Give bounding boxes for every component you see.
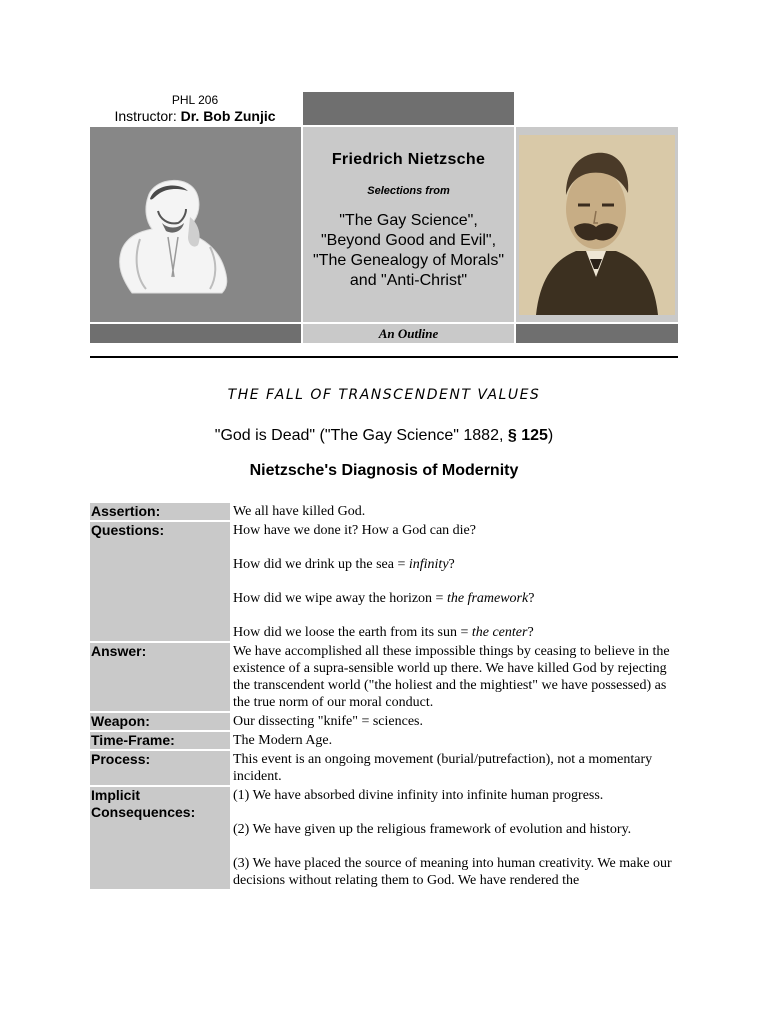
outline-bar-right [516, 324, 678, 343]
question-4: How did we loose the earth from its sun = the center? [233, 625, 534, 640]
consequence-1: (1) We have absorbed divine infinity into infinite human progress. [233, 788, 604, 803]
thinking-portrait-panel [90, 127, 301, 322]
god-line-prefix: "God is Dead" ("The Gay Science" 1882, [214, 427, 508, 444]
instructor-name: Dr. Bob Zunjic [180, 108, 276, 124]
table-row [90, 522, 680, 641]
table-row [90, 732, 680, 749]
course-code: PHL 206 [171, 93, 219, 107]
god-is-dead-line [90, 427, 678, 445]
work-title: "Beyond Good and Evil", [320, 232, 497, 249]
instructor-label: Instructor: [114, 108, 181, 124]
row-label: Answer: [90, 643, 230, 711]
section-title: THE FALL OF TRANSCENDENT VALUES [227, 387, 541, 403]
work-title: and "Anti-Christ" [349, 272, 468, 289]
row-value: We have accomplished all these impossible things by ceasing to believe in the existence of a supra-sensible world up there. We have killed God by rejecting the transcendent world ("the holiest and the mightiest" we have possessed) as the true norm of our moral conduct. [233, 644, 670, 710]
portrait-panel [516, 127, 678, 322]
work-title: "The Gay Science", [339, 212, 478, 229]
question-3: How did we wipe away the horizon = the framework? [233, 591, 535, 606]
table-row [90, 751, 680, 785]
consequence-3: (3) We have placed the source of meaning into human creativity. We make our decisions without relating them to God. We have rendered the [233, 856, 672, 888]
instructor-line [90, 107, 300, 125]
title-panel [303, 127, 514, 322]
header-top-bar [303, 92, 514, 125]
works-list [303, 211, 514, 291]
diagnosis-heading: Nietzsche's Diagnosis of Modernity [249, 462, 519, 479]
row-value [230, 787, 680, 889]
row-label: Time-Frame: [90, 732, 230, 749]
row-label: Weapon: [90, 713, 230, 730]
row-value: This event is an ongoing movement (burial/putrefaction), not a momentary incident. [233, 752, 653, 784]
selections-label: Selections from [367, 185, 450, 197]
outline-bar-left [90, 324, 301, 343]
row-label: Implicit Consequences: [90, 787, 230, 889]
outline-table [90, 501, 680, 891]
nietzsche-portrait-image [516, 127, 678, 322]
god-line-suffix: ) [547, 427, 554, 444]
outline-label: An Outline [303, 324, 514, 343]
section-divider [90, 356, 678, 358]
author-name: Friedrich Nietzsche [331, 151, 486, 168]
row-value: The Modern Age. [233, 733, 333, 748]
row-label: Questions: [90, 522, 230, 641]
table-row [90, 787, 680, 889]
question-2: How did we drink up the sea = infinity? [233, 557, 455, 572]
course-info [90, 93, 300, 125]
row-value: Our dissecting "knife" = sciences. [233, 714, 423, 729]
row-label: Process: [90, 751, 230, 785]
work-title: "The Genealogy of Morals" [312, 252, 504, 269]
table-row [90, 643, 680, 711]
section-number: § 125 [507, 427, 548, 444]
consequence-2: (2) We have given up the religious framework of evolution and history. [233, 822, 632, 837]
nietzsche-thinking-image [90, 127, 301, 322]
row-label: Assertion: [90, 503, 230, 520]
row-value [230, 522, 680, 641]
question-1: How have we done it? How a God can die? [233, 523, 476, 538]
table-row [90, 713, 680, 730]
table-row [90, 503, 680, 520]
row-value: We all have killed God. [233, 504, 366, 519]
